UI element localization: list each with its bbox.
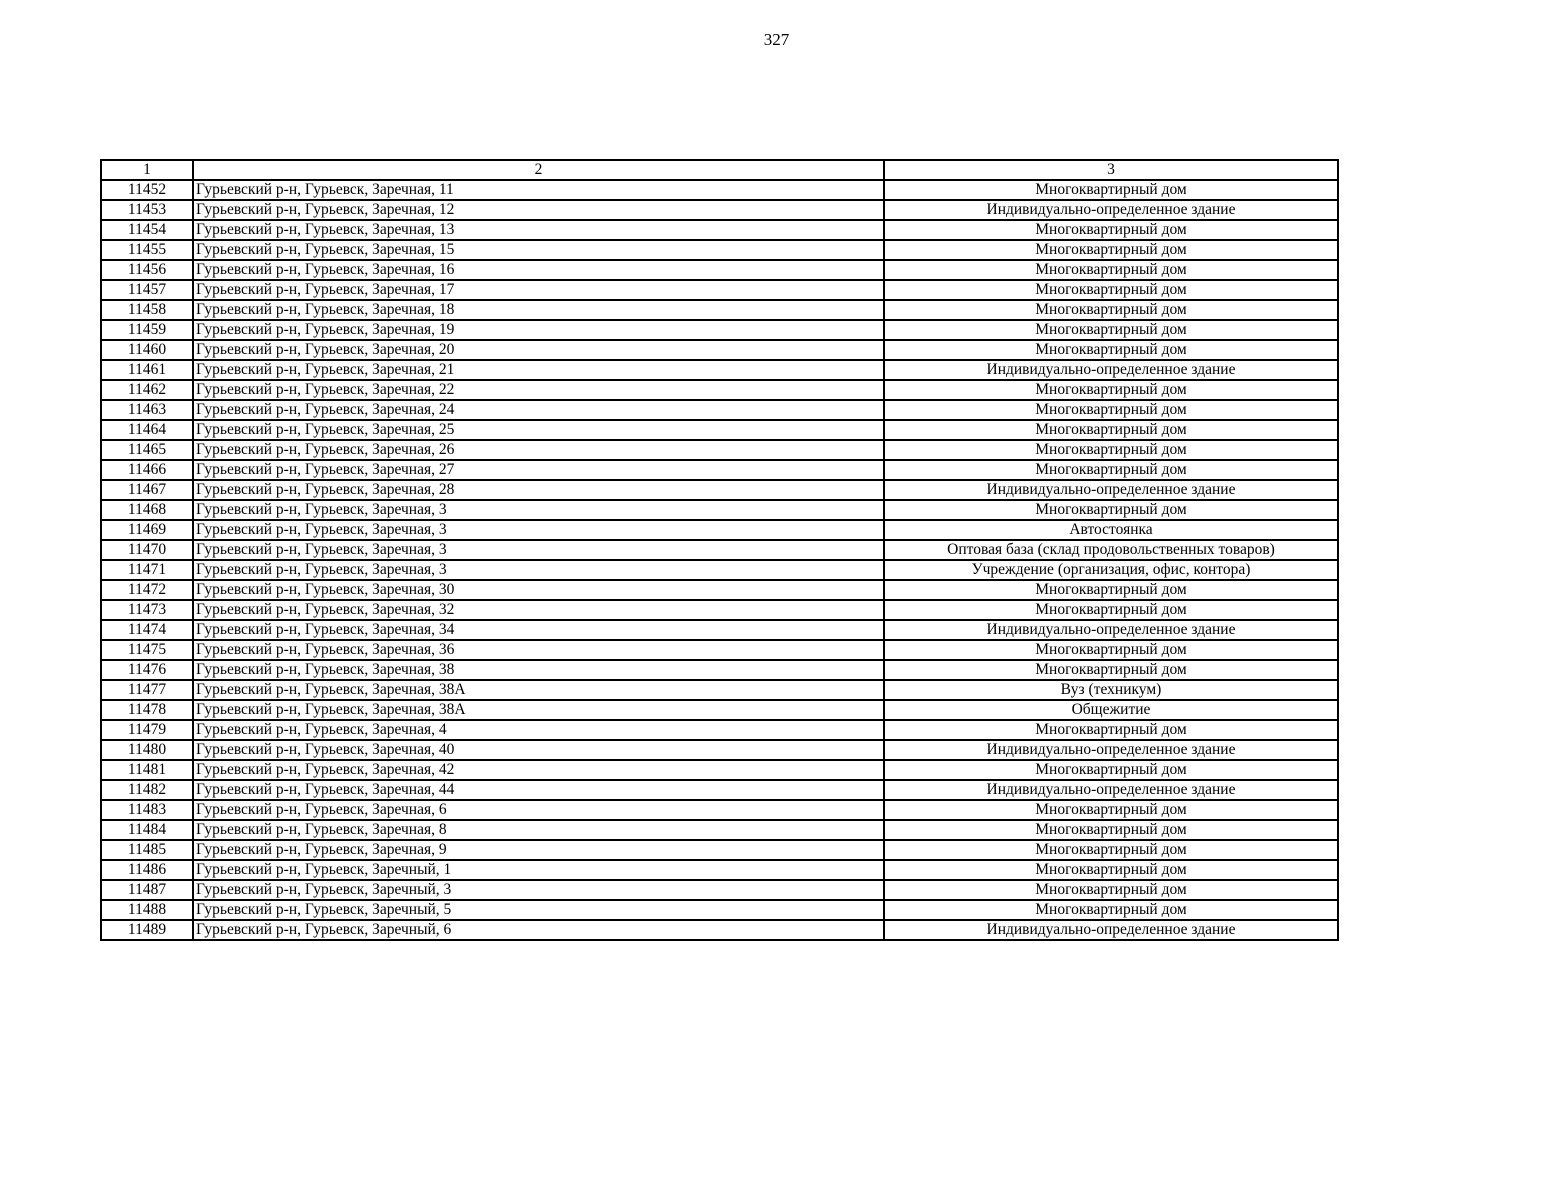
address-cell: Гурьевский р-н, Гурьевск, Заречная, 9 <box>193 840 884 860</box>
table-row <box>101 820 1338 840</box>
row-number-cell: 11457 <box>101 280 193 300</box>
registry-table-body <box>101 160 1338 940</box>
row-number-cell: 11455 <box>101 240 193 260</box>
row-number-cell: 11486 <box>101 860 193 880</box>
object-type-cell: Многоквартирный дом <box>884 180 1338 200</box>
address-cell: Гурьевский р-н, Гурьевск, Заречный, 6 <box>193 920 884 940</box>
object-type-cell: Многоквартирный дом <box>884 900 1338 920</box>
object-type-cell: Многоквартирный дом <box>884 860 1338 880</box>
address-cell: Гурьевский р-н, Гурьевск, Заречная, 15 <box>193 240 884 260</box>
address-cell: Гурьевский р-н, Гурьевск, Заречная, 19 <box>193 320 884 340</box>
table-row <box>101 480 1338 500</box>
address-cell: Гурьевский р-н, Гурьевск, Заречная, 6 <box>193 800 884 820</box>
address-cell: Гурьевский р-н, Гурьевск, Заречная, 8 <box>193 820 884 840</box>
address-cell: Гурьевский р-н, Гурьевск, Заречная, 36 <box>193 640 884 660</box>
address-cell: Гурьевский р-н, Гурьевск, Заречная, 40 <box>193 740 884 760</box>
table-row <box>101 860 1338 880</box>
address-cell: Гурьевский р-н, Гурьевск, Заречная, 21 <box>193 360 884 380</box>
row-number-cell: 11481 <box>101 760 193 780</box>
object-type-cell: Оптовая база (склад продовольственных товаров) <box>884 540 1338 560</box>
address-cell: Гурьевский р-н, Гурьевск, Заречная, 18 <box>193 300 884 320</box>
address-cell: Гурьевский р-н, Гурьевск, Заречный, 5 <box>193 900 884 920</box>
object-type-cell: Многоквартирный дом <box>884 500 1338 520</box>
object-type-cell: Многоквартирный дом <box>884 300 1338 320</box>
object-type-cell: Многоквартирный дом <box>884 720 1338 740</box>
table-row <box>101 320 1338 340</box>
row-number-cell: 11464 <box>101 420 193 440</box>
address-cell: Гурьевский р-н, Гурьевск, Заречная, 27 <box>193 460 884 480</box>
address-cell: Гурьевский р-н, Гурьевск, Заречная, 38 <box>193 660 884 680</box>
table-row <box>101 280 1338 300</box>
table-row <box>101 800 1338 820</box>
object-type-cell: Многоквартирный дом <box>884 640 1338 660</box>
object-type-cell: Многоквартирный дом <box>884 580 1338 600</box>
address-cell: Гурьевский р-н, Гурьевск, Заречная, 3 <box>193 520 884 540</box>
row-number-cell: 11477 <box>101 680 193 700</box>
table-row <box>101 240 1338 260</box>
table-row <box>101 920 1338 940</box>
row-number-cell: 11485 <box>101 840 193 860</box>
row-number-cell: 11469 <box>101 520 193 540</box>
table-row <box>101 340 1338 360</box>
address-cell: Гурьевский р-н, Гурьевск, Заречная, 44 <box>193 780 884 800</box>
object-type-cell: Многоквартирный дом <box>884 880 1338 900</box>
row-number-cell: 11470 <box>101 540 193 560</box>
address-cell: Гурьевский р-н, Гурьевск, Заречная, 12 <box>193 200 884 220</box>
object-type-cell: Многоквартирный дом <box>884 420 1338 440</box>
row-number-cell: 11462 <box>101 380 193 400</box>
address-cell: Гурьевский р-н, Гурьевск, Заречный, 3 <box>193 880 884 900</box>
address-cell: Гурьевский р-н, Гурьевск, Заречная, 30 <box>193 580 884 600</box>
table-row <box>101 220 1338 240</box>
row-number-cell: 11476 <box>101 660 193 680</box>
object-type-cell: Многоквартирный дом <box>884 240 1338 260</box>
address-cell: Гурьевский р-н, Гурьевск, Заречная, 3 <box>193 500 884 520</box>
row-number-cell: 11467 <box>101 480 193 500</box>
table-row <box>101 420 1338 440</box>
object-type-cell: Индивидуально-определенное здание <box>884 200 1338 220</box>
object-type-cell: Многоквартирный дом <box>884 760 1338 780</box>
address-cell: Гурьевский р-н, Гурьевск, Заречная, 32 <box>193 600 884 620</box>
row-number-cell: 11475 <box>101 640 193 660</box>
object-type-cell: Многоквартирный дом <box>884 340 1338 360</box>
address-cell: Гурьевский р-н, Гурьевск, Заречная, 26 <box>193 440 884 460</box>
table-row <box>101 760 1338 780</box>
address-cell: Гурьевский р-н, Гурьевск, Заречная, 25 <box>193 420 884 440</box>
row-number-cell: 11487 <box>101 880 193 900</box>
address-cell: Гурьевский р-н, Гурьевск, Заречная, 16 <box>193 260 884 280</box>
object-type-cell: Многоквартирный дом <box>884 260 1338 280</box>
row-number-cell: 11474 <box>101 620 193 640</box>
row-number-cell: 11458 <box>101 300 193 320</box>
object-type-cell: Многоквартирный дом <box>884 460 1338 480</box>
table-row <box>101 460 1338 480</box>
row-number-cell: 11473 <box>101 600 193 620</box>
address-cell: Гурьевский р-н, Гурьевск, Заречная, 38А <box>193 680 884 700</box>
table-row <box>101 580 1338 600</box>
table-row <box>101 200 1338 220</box>
row-number-cell: 11463 <box>101 400 193 420</box>
object-type-cell: Многоквартирный дом <box>884 820 1338 840</box>
object-type-cell: Автостоянка <box>884 520 1338 540</box>
address-cell: Гурьевский р-н, Гурьевск, Заречная, 24 <box>193 400 884 420</box>
table-row <box>101 400 1338 420</box>
address-cell: Гурьевский р-н, Гурьевск, Заречная, 13 <box>193 220 884 240</box>
table-row <box>101 680 1338 700</box>
object-type-cell: Многоквартирный дом <box>884 660 1338 680</box>
table-row <box>101 560 1338 580</box>
row-number-cell: 11452 <box>101 180 193 200</box>
row-number-cell: 11468 <box>101 500 193 520</box>
object-type-cell: Индивидуально-определенное здание <box>884 740 1338 760</box>
table-row <box>101 300 1338 320</box>
address-cell: Гурьевский р-н, Гурьевск, Заречная, 3 <box>193 560 884 580</box>
object-type-cell: Многоквартирный дом <box>884 600 1338 620</box>
table-row <box>101 600 1338 620</box>
object-type-cell: Многоквартирный дом <box>884 800 1338 820</box>
table-header-row <box>101 160 1338 180</box>
address-cell: Гурьевский р-н, Гурьевск, Заречная, 28 <box>193 480 884 500</box>
address-cell: Гурьевский р-н, Гурьевск, Заречная, 22 <box>193 380 884 400</box>
object-type-cell: Индивидуально-определенное здание <box>884 360 1338 380</box>
address-cell: Гурьевский р-н, Гурьевск, Заречный, 1 <box>193 860 884 880</box>
object-type-cell: Многоквартирный дом <box>884 440 1338 460</box>
table-row <box>101 880 1338 900</box>
object-type-cell: Индивидуально-определенное здание <box>884 920 1338 940</box>
row-number-cell: 11466 <box>101 460 193 480</box>
row-number-cell: 11488 <box>101 900 193 920</box>
table-row <box>101 700 1338 720</box>
address-cell: Гурьевский р-н, Гурьевск, Заречная, 38А <box>193 700 884 720</box>
table-row <box>101 520 1338 540</box>
row-number-cell: 11459 <box>101 320 193 340</box>
object-type-cell: Многоквартирный дом <box>884 840 1338 860</box>
page-number: 327 <box>763 30 790 49</box>
table-row <box>101 660 1338 680</box>
row-number-cell: 11456 <box>101 260 193 280</box>
row-number-cell: 11465 <box>101 440 193 460</box>
address-cell: Гурьевский р-н, Гурьевск, Заречная, 4 <box>193 720 884 740</box>
object-type-cell: Многоквартирный дом <box>884 380 1338 400</box>
table-row <box>101 740 1338 760</box>
address-cell: Гурьевский р-н, Гурьевск, Заречная, 17 <box>193 280 884 300</box>
row-number-cell: 11484 <box>101 820 193 840</box>
address-cell: Гурьевский р-н, Гурьевск, Заречная, 34 <box>193 620 884 640</box>
row-number-cell: 11489 <box>101 920 193 940</box>
object-type-cell: Общежитие <box>884 700 1338 720</box>
object-type-cell: Вуз (техникум) <box>884 680 1338 700</box>
table-row <box>101 900 1338 920</box>
table-row <box>101 720 1338 740</box>
column-header-1: 1 <box>101 160 193 180</box>
object-type-cell: Многоквартирный дом <box>884 320 1338 340</box>
address-cell: Гурьевский р-н, Гурьевск, Заречная, 11 <box>193 180 884 200</box>
column-header-3: 3 <box>884 160 1338 180</box>
object-type-cell: Индивидуально-определенное здание <box>884 780 1338 800</box>
row-number-cell: 11453 <box>101 200 193 220</box>
object-type-cell: Многоквартирный дом <box>884 400 1338 420</box>
table-row <box>101 780 1338 800</box>
table-row <box>101 380 1338 400</box>
column-header-2: 2 <box>193 160 884 180</box>
table-row <box>101 640 1338 660</box>
row-number-cell: 11478 <box>101 700 193 720</box>
row-number-cell: 11483 <box>101 800 193 820</box>
row-number-cell: 11471 <box>101 560 193 580</box>
row-number-cell: 11479 <box>101 720 193 740</box>
address-cell: Гурьевский р-н, Гурьевск, Заречная, 3 <box>193 540 884 560</box>
row-number-cell: 11482 <box>101 780 193 800</box>
table-row <box>101 260 1338 280</box>
row-number-cell: 11454 <box>101 220 193 240</box>
row-number-cell: 11480 <box>101 740 193 760</box>
table-row <box>101 540 1338 560</box>
object-type-cell: Индивидуально-определенное здание <box>884 480 1338 500</box>
table-row <box>101 180 1338 200</box>
object-type-cell: Многоквартирный дом <box>884 280 1338 300</box>
address-cell: Гурьевский р-н, Гурьевск, Заречная, 20 <box>193 340 884 360</box>
registry-table <box>100 159 1339 941</box>
address-cell: Гурьевский р-н, Гурьевск, Заречная, 42 <box>193 760 884 780</box>
table-row <box>101 360 1338 380</box>
row-number-cell: 11461 <box>101 360 193 380</box>
object-type-cell: Индивидуально-определенное здание <box>884 620 1338 640</box>
row-number-cell: 11472 <box>101 580 193 600</box>
row-number-cell: 11460 <box>101 340 193 360</box>
table-row <box>101 840 1338 860</box>
object-type-cell: Многоквартирный дом <box>884 220 1338 240</box>
table-row <box>101 500 1338 520</box>
object-type-cell: Учреждение (организация, офис, контора) <box>884 560 1338 580</box>
table-row <box>101 620 1338 640</box>
table-row <box>101 440 1338 460</box>
